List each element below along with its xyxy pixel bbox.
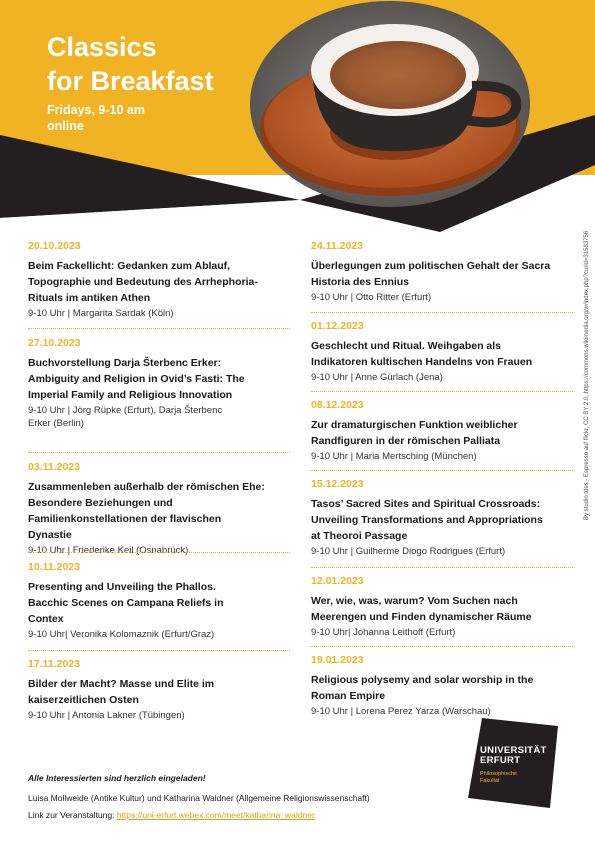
event-link[interactable]: https://uni-erfurt.webex.com/meet/katharina_waldner [116,810,315,820]
event-separator [311,470,573,471]
event-separator [28,452,290,453]
logo-sub-2: Fakultät [480,778,500,784]
event-title-line: Geschlecht und Ritual. Weihgaben als [311,340,502,352]
title-line-2: for Breakfast [47,66,214,96]
event-title [311,338,573,370]
event-date: 17.11.2023 [28,658,80,670]
event-title-line: Tasos’ Sacred Sites and Spiritual Crossroads: [311,498,541,510]
event-title-line: Bacchic Scenes on Campana Reliefs in [28,597,224,609]
program-event [311,478,573,558]
event-title [28,579,290,627]
logo-wordmark [480,746,547,766]
event-title-line: Zur dramaturgischen Funktion weiblicher [311,419,518,431]
event-separator [28,650,290,651]
program-event [311,654,573,718]
program-event [311,240,573,304]
event-speaker [311,626,573,639]
event-title-line: Überlegungen zum politischen Gehalt der Sacra [311,260,551,272]
program-event [28,337,290,430]
event-title-line: Unveiling Transformations and Appropriations [311,514,543,526]
invitation-text: Alle Interessierten sind herzlich eingeladen! [28,773,206,783]
event-date: 19.01.2023 [311,654,364,666]
event-speaker-line: 9-10 Uhr| Veronika Kolomaznik (Erfurt/Graz) [28,629,215,640]
event-speaker-line: 9-10 Uhr | Lorena Perez Yarza (Warschau) [311,706,491,717]
program-event [28,240,290,320]
event-title-line: Zusammenleben außerhalb der römischen Ehe: [28,481,265,493]
event-title-line: Besondere Beziehungen und [28,497,173,509]
event-title [28,258,290,306]
program-event [28,561,290,641]
logo-line-2: ERFURT [480,755,521,766]
event-title-line: Religious polysemy and solar worship in the [311,674,534,686]
event-speaker-line: 9-10 Uhr | Jörg Rüpke (Erfurt), Darja Šterbenc [28,405,223,416]
event-separator [311,312,573,313]
event-speaker-line: 9-10 Uhr | Anne Gürlach (Jena) [311,372,443,383]
event-separator [28,328,290,329]
event-speaker-line: 9-10 Uhr | Antonia Lakner (Tübingen) [28,710,185,721]
event-title [311,593,573,625]
title-line-1: Classics [47,32,157,62]
event-separator [311,567,573,568]
event-title-line: at Theoroi Passage [311,530,408,542]
event-speaker-line: 9-10 Uhr| Johanna Leithoff (Erfurt) [311,627,456,638]
event-title [311,672,573,704]
event-title-line: kaiserzeitlichen Osten [28,694,139,706]
event-title-line: Randfiguren in der römischen Palliata [311,435,501,447]
program-event [311,399,573,463]
event-separator [311,646,573,647]
event-link-line [28,810,468,820]
event-speaker [311,371,573,384]
event-title-line: Indikatoren kultischen Handelns von Frauen [311,356,533,368]
event-title-line: Beim Fackellicht: Gedanken zum Ablauf, [28,260,231,272]
event-title-line: Ambiguity and Religion in Ovid’s Fasti: The [28,373,245,385]
event-date: 15.12.2023 [311,478,364,490]
event-speaker [311,291,573,304]
event-title-line: Dynastie [28,529,72,541]
event-title-line: Roman Empire [311,690,386,702]
event-series-title [47,30,214,98]
schedule-mode: online [47,119,84,133]
schedule-time: Fridays, 9-10 am [47,103,145,117]
event-title-line: Topographie und Bedeutung des Arrhephoria- [28,276,258,288]
event-speaker [28,544,290,557]
header-banner [0,0,595,232]
program-event [311,575,573,639]
event-title-line: Contex [28,613,64,625]
event-date: 03.11.2023 [28,461,80,473]
event-title [311,496,573,544]
event-separator [28,552,290,553]
event-title-line: Presenting and Unveiling the Phallos. [28,581,216,593]
event-title-line: Imperial Family and Religious Innovation [28,389,233,401]
event-speaker [28,709,290,722]
event-speaker-line: Erker (Berlin) [28,418,84,429]
event-speaker-line: 9-10 Uhr | Margarita Sardak (Köln) [28,308,174,319]
event-speaker [28,307,290,320]
event-speaker-line: 9-10 Uhr | Friederike Keil (Osnabrück) [28,545,189,556]
event-speaker [311,545,573,558]
event-title-line: Historia des Ennius [311,276,410,288]
event-title [311,417,573,449]
university-logo [468,718,558,808]
event-date: 01.12.2023 [311,320,364,332]
event-speaker-line: 9-10 Uhr | Otto Ritter (Erfurt) [311,292,432,303]
organizers-text: Luisa Mollweide (Antike Kultur) und Katharina Waldner (Allgemeine Religionswissenschaft) [28,793,370,803]
event-title-line: Bilder der Macht? Masse und Elite im [28,678,215,690]
event-schedule-note [47,102,145,134]
event-speaker [28,628,290,641]
event-title-line: Rituals im antiken Athen [28,292,151,304]
logo-sub-1: Philosophische [480,771,517,777]
event-title-line: Wer, wie, was, warum? Vom Suchen nach [311,595,518,607]
event-date: 08.12.2023 [311,399,364,411]
event-speaker-line: 9-10 Uhr | Guilherme Diogo Rodrigues (Erfurt) [311,546,506,557]
photo-credit: By studio tdes - Espresso auf flickr, CC BY 2.0, https://commons.wikimedia.org/w/index.php?curid=31583756 [584,230,590,520]
event-date: 10.11.2023 [28,561,80,573]
event-title [28,479,290,543]
event-separator [311,391,573,392]
event-speaker-line: 9-10 Uhr | Maria Mertsching (München) [311,451,477,462]
event-title [28,355,290,403]
event-date: 12.01.2023 [311,575,364,587]
event-title [28,676,290,708]
program-event [28,461,290,557]
event-title-line: Buchvorstellung Darja Šterbenc Erker: [28,357,222,369]
event-speaker [311,450,573,463]
logo-line-1: UNIVERSITÄT [480,745,547,756]
event-speaker [311,705,573,718]
program-event [28,658,290,722]
espresso-photo [250,1,530,207]
event-date: 20.10.2023 [28,240,81,252]
event-title-line: Familienkonstellationen der flavischen [28,513,222,525]
logo-faculty [480,771,517,785]
event-speaker [28,404,290,430]
event-date: 27.10.2023 [28,337,81,349]
event-link-label: Link zur Veranstaltung: [28,810,117,820]
event-title [311,258,573,290]
event-title-line: Meerengen und Finden dynamischer Räume [311,611,532,623]
program-event [311,320,573,384]
event-date: 24.11.2023 [311,240,363,252]
